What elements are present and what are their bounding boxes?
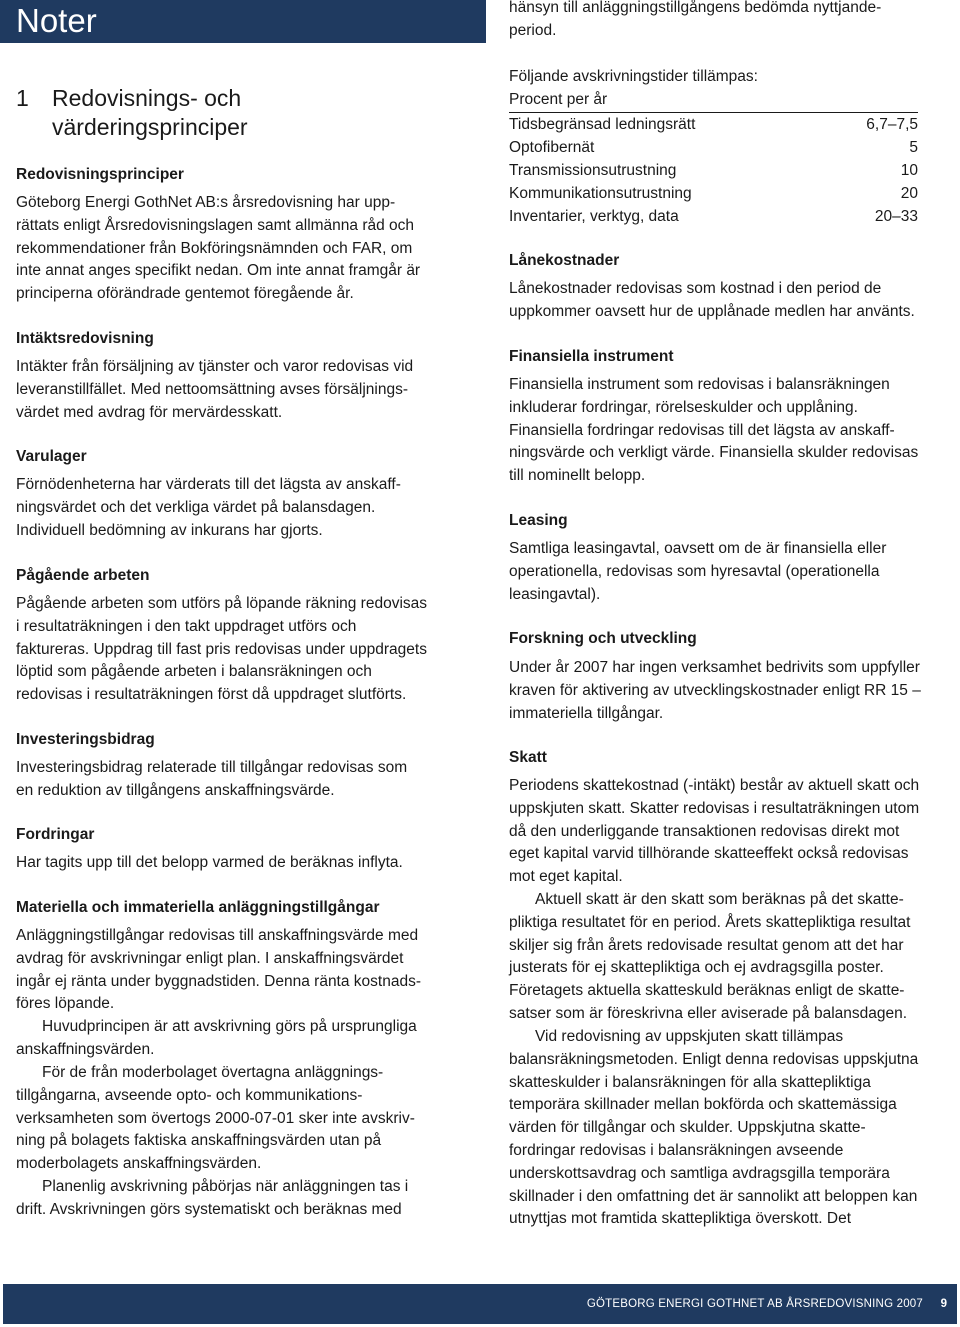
rate-value: 20–33: [874, 208, 918, 225]
table-row: [509, 159, 918, 182]
paragraph-redovisningsprinciper: Göteborg Energi GothNet AB:s årsredovisning har upp- rättats enligt Årsredovisningslagen samt allmänna råd och rekommendationer från Bokföringsnämnden och FAR, om inte annat anges specifikt nedan. Om inte annat framgår är principerna oförändrade gentemot föregående år.: [16, 194, 421, 303]
paragraph-skatt-2: Aktuell skatt är den skatt som beräknas på det skatte- pliktiga resultatet för en period. Årets skattepliktiga resultat skiljer sig från årets redovisade resultat genom att det har justerats för ej skattepliktiga och ej avdragsgilla poster. Företagets aktuella skatteskuld beräknas enligt de skatte- satser som är föreskrivna eller aviserade på balansdagen.: [509, 891, 911, 1022]
table-row: [509, 205, 918, 228]
rate-label: Tidsbegränsad ledningsrätt: [509, 116, 696, 133]
rate-value: 5: [909, 139, 918, 156]
heading-lanekostnader: Lånekostnader: [509, 252, 620, 269]
heading-pagaende-arbeten: Pågående arbeten: [16, 567, 150, 584]
paragraph-investeringsbidrag: Investeringsbidrag relaterade till tillgångar redovisas som en reduktion av tillgångens anskaffningsvärde.: [16, 759, 408, 799]
paragraph-varulager: Förnödenheterna har värderats till det lägsta av anskaff- ningsvärdet och det verkliga värdet på balansdagen. Individuell bedömning av inkurans har gjorts.: [16, 476, 401, 539]
page-footer-bar: [3, 1284, 957, 1324]
rate-label: Kommunikationsutrustning: [509, 185, 692, 202]
page-title: Noter: [16, 2, 97, 39]
paragraph-finansiella-instrument: Finansiella instrument som redovisas i balansräkningen inkluderar fordringar, rörelseskulder och upplåning. Finansiella fordringar redovisas till det lägsta av anskaff- ningsvärde och verkligt värde. Finansiella skulder redovisas till nominellt belopp.: [509, 376, 919, 485]
heading-finansiella-instrument: Finansiella instrument: [509, 348, 674, 365]
section-title-line: värderingsprinciper: [52, 113, 248, 140]
page-number: 9: [940, 1298, 947, 1310]
paragraph-materiella-2: Huvudprincipen är att avskrivning görs på ursprungliga anskaffningsvärden.: [16, 1018, 417, 1058]
footer-text: GÖTEBORG ENERGI GOTHNET AB ÅRSREDOVISNING 2007: [586, 1298, 923, 1310]
heading-investeringsbidrag: Investeringsbidrag: [16, 731, 155, 748]
section-title-line: Redovisnings- och: [52, 85, 242, 111]
rate-label: Inventarier, verktyg, data: [509, 208, 679, 225]
heading-forskning: Forskning och utveckling: [509, 630, 697, 647]
depreciation-table: [509, 112, 918, 228]
paragraph-forskning: Under år 2007 har ingen verksamhet bedrivits som uppfyller kraven för aktivering av utvecklingskostnader enligt RR 15 – immateriella tillgångar.: [509, 659, 921, 722]
heading-fordringar: Fordringar: [16, 826, 95, 843]
paragraph-materiella-1: Anläggningstillgångar redovisas till anskaffningsvärde med avdrag för avskrivningar enligt plan. I anskaffningsvärdet ingår ej ränta under byggnadstiden. Denna ränta kostnads- föres löpande.: [16, 927, 421, 1013]
rate-label: Optofibernät: [509, 139, 595, 156]
paragraph-pagaende-arbeten: Pågående arbeten som utförs på löpande räkning redovisas i resultaträkningen i den takt uppdraget utförs och faktureras. Uppdrag till fast pris redovisas under uppdragets löptid som pågående arbeten i balansräkningen och redovisas i resultaträkningen först då uppdraget slutförts.: [16, 595, 428, 704]
heading-leasing: Leasing: [509, 512, 568, 529]
paragraph-leasing: Samtliga leasingavtal, oavsett om de är finansiella eller operationella, redovisas som hyresavtal (operationella leasingavtal).: [509, 540, 887, 603]
rate-value: 10: [900, 162, 918, 179]
heading-redovisningsprinciper: Redovisningsprinciper: [16, 166, 184, 183]
heading-varulager: Varulager: [16, 448, 87, 465]
paragraph-skatt-1: Periodens skattekostnad (-intäkt) består av aktuell skatt och uppskjuten skatt. Skatter redovisas i resultaträkningen utom då den underliggande transaktionen redovisas direkt mot eget kapital varvid tillhörande skatteeffekt också redovisas mot eget kapital.: [509, 777, 920, 886]
paragraph-materiella-4: Planenlig avskrivning påbörjas när anläggningen tas i drift. Avskrivningen görs systematiskt och beräknas med: [16, 1178, 409, 1218]
rate-value: 6,7–7,5: [866, 116, 918, 133]
heading-skatt: Skatt: [509, 749, 547, 766]
paragraph-intaktsredovisning: Intäkter från försäljning av tjänster och varor redovisas vid leveranstillfället. Med nettoomsättning avses försäljnings- värdet med avdrag för mervärdesskatt.: [16, 358, 414, 421]
heading-materiella-tillgangar: Materiella och immateriella anläggningstillgångar: [16, 899, 380, 916]
rate-label: Transmissionsutrustning: [509, 162, 677, 179]
paragraph-skatt-3: Vid redovisning av uppskjuten skatt tillämpas balansräkningsmetoden. Enligt denna redovisas uppskjutna skatteskulder i balansräkningen för alla skattepliktiga temporära skillnader mellan bokförda och skattemässiga värden för tillgångar och skulder. Uppskjutna skatte- fordringar redovisas i balansräkningen avseende underskottsavdrag och samtliga avdragsgilla temporära skillnader i den omfattning det är sannolikt att beloppen kan utnyttjas mot framtida skattepliktiga överskott. Det: [509, 1028, 919, 1228]
table-row: [509, 136, 918, 159]
rates-subhead: Procent per år: [509, 91, 608, 108]
heading-intaktsredovisning: Intäktsredovisning: [16, 330, 154, 347]
paragraph-lanekostnader: Lånekostnader redovisas som kostnad i den period de uppkommer oavsett hur de upplånade medlen har använts.: [509, 280, 915, 320]
rate-value: 20: [900, 185, 918, 202]
paragraph-fordringar: Har tagits upp till det belopp varmed de beräknas inflyta.: [16, 854, 403, 871]
section-number: 1: [16, 85, 29, 111]
paragraph-continued: hänsyn till anläggningstillgångens bedömda nyttjande- period.: [509, 0, 882, 39]
paragraph-materiella-3: För de från moderbolaget övertagna anläggnings- tillgångarna, avseende opto- och kommunikations- verksamheten som övertogs 2000-07-01 sker inte avskriv- ning på bolagets faktiska anskaffningsvärden utan på moderbolagets anskaffningsvärden.: [16, 1064, 415, 1173]
page-header-bar: [0, 0, 486, 43]
table-row: [509, 182, 918, 205]
rates-intro: Följande avskrivningstider tillämpas:: [509, 68, 758, 85]
table-row: [509, 113, 918, 136]
